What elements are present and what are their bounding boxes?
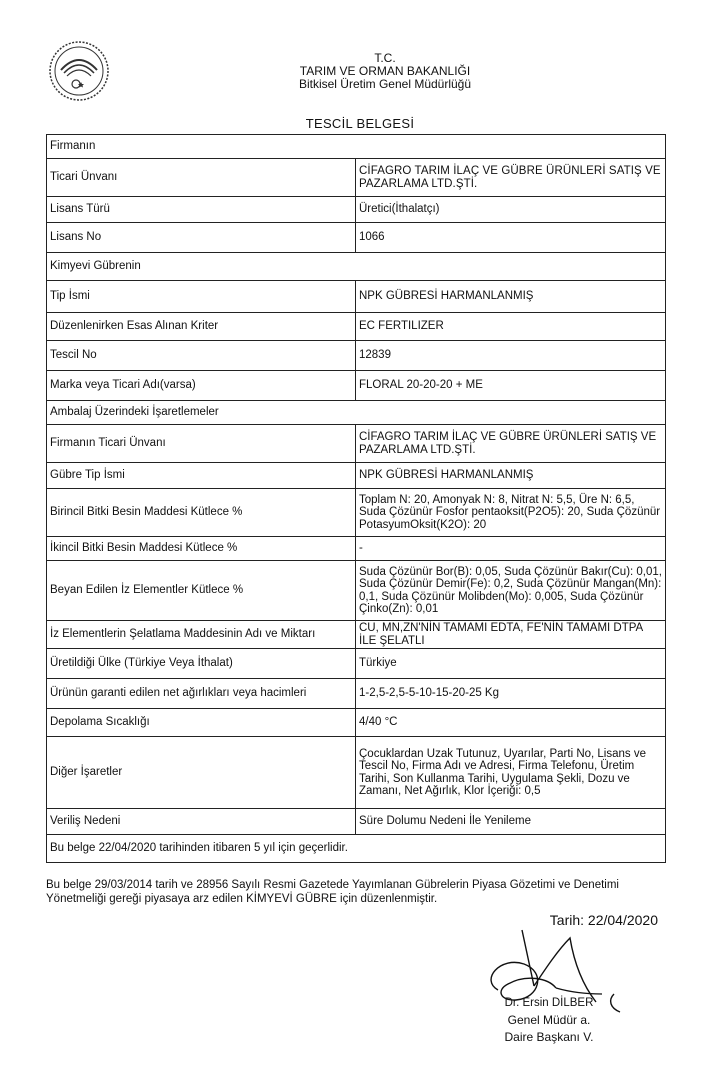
header-ministry: TARIM VE ORMAN BAKANLIĞI: [299, 64, 471, 78]
issue-date: Tarih: 22/04/2020: [549, 912, 658, 928]
row-value: Çocuklardan Uzak Tutunuz, Uyarılar, Parti No, Lisans ve Tescil No, Firma Adı ve Adresi, Firma Telefonu, Üretim Tarihi, Son Kullanma Tarihi, Uygulama Şekli, Dozu ve Zamanı, Net Ağırlık, Klor İçeriği: 0,5: [356, 737, 666, 809]
row-label: Tescil No: [47, 341, 356, 371]
row-label: Veriliş Nedeni: [47, 809, 356, 835]
row-value: NPK GÜBRESİ HARMANLANMIŞ: [356, 281, 666, 313]
header-country: T.C.: [374, 51, 396, 65]
header-directorate: Bitkisel Üretim Genel Müdürlüğü: [298, 77, 472, 91]
row-label: Üretildiği Ülke (Türkiye Veya İthalat): [47, 649, 356, 679]
document-header: [0, 52, 720, 91]
regulation-footnote: Bu belge 29/03/2014 tarih ve 28956 Sayılı Resmi Gazetede Yayımlanan Gübrelerin Piyasa Gözetimi ve Denetimi Yönetmeliği gereği piyasaya arz edilen KİMYEVİ GÜBRE için düzenlenmiştir.: [46, 879, 619, 905]
row-label: Beyan Edilen İz Elementler Kütlece %: [47, 561, 356, 621]
row-label: Tip İsmi: [47, 281, 356, 313]
row-value: -: [356, 537, 666, 561]
row-value: 1066: [356, 223, 666, 253]
registration-table: [46, 134, 666, 863]
row-label: Ürünün garanti edilen net ağırlıkları veya hacimleri: [47, 679, 356, 709]
row-label: Düzenlenirken Esas Alınan Kriter: [47, 313, 356, 341]
section-packaging: Ambalaj Üzerindeki İşaretlemeler: [47, 401, 666, 425]
row-value: 4/40 °C: [356, 709, 666, 737]
row-value: Suda Çözünür Bor(B): 0,05, Suda Çözünür Bakır(Cu): 0,01, Suda Çözünür Demir(Fe): 0,2, Suda Çözünür Mangan(Mn): 0,1, Suda Çözünür Molibden(Mo): 0,005, Suda Çözünür Çinko(Zn): 0,01: [356, 561, 666, 621]
signer-block: [494, 995, 604, 1046]
row-value: Üretici(İthalatçı): [356, 197, 666, 223]
row-label: İz Elementlerin Şelatlama Maddesinin Adı ve Miktarı: [47, 621, 356, 649]
document-title: TESCİL BELGESİ: [305, 116, 415, 131]
row-value: CU, MN,ZN'NİN TAMAMI EDTA, FE'NİN TAMAMI DTPA İLE ŞELATLI: [356, 621, 666, 649]
row-label: Diğer İşaretler: [47, 737, 356, 809]
row-label: Firmanın Ticari Ünvanı: [47, 425, 356, 463]
row-value: CİFAGRO TARIM İLAÇ VE GÜBRE ÜRÜNLERİ SATIŞ VE PAZARLAMA LTD.ŞTİ.: [356, 159, 666, 197]
section-fertilizer: Kimyevi Gübrenin: [47, 253, 666, 281]
row-value: NPK GÜBRESİ HARMANLANMIŞ: [356, 463, 666, 489]
row-value: CİFAGRO TARIM İLAÇ VE GÜBRE ÜRÜNLERİ SATIŞ VE PAZARLAMA LTD.ŞTİ.: [356, 425, 666, 463]
row-value: Türkiye: [356, 649, 666, 679]
row-label: İkincil Bitki Besin Maddesi Kütlece %: [47, 537, 356, 561]
row-value: 12839: [356, 341, 666, 371]
row-value: Toplam N: 20, Amonyak N: 8, Nitrat N: 5,5, Üre N: 6,5, Suda Çözünür Fosfor pentaoksit(P2O5): 20, Suda Çözünür PotasyumOksit(K2O): 20: [356, 489, 666, 537]
signer-title-2: Daire Başkanı V.: [504, 1030, 594, 1044]
row-label: Gübre Tip İsmi: [47, 463, 356, 489]
row-label: Depolama Sıcaklığı: [47, 709, 356, 737]
row-label: Lisans Türü: [47, 197, 356, 223]
row-value: FLORAL 20-20-20 + ME: [356, 371, 666, 401]
row-label: Ticari Ünvanı: [47, 159, 356, 197]
validity-note: Bu belge 22/04/2020 tarihinden itibaren 5 yıl için geçerlidir.: [47, 835, 666, 863]
signer-title-1: Genel Müdür a.: [507, 1013, 591, 1027]
signer-name: Dr. Ersin DİLBER: [504, 997, 594, 1009]
section-firm: Firmanın: [47, 135, 666, 159]
row-label: Lisans No: [47, 223, 356, 253]
row-value: 1-2,5-2,5-5-10-15-20-25 Kg: [356, 679, 666, 709]
row-label: Marka veya Ticari Adı(varsa): [47, 371, 356, 401]
row-value: EC FERTILIZER: [356, 313, 666, 341]
row-value: Süre Dolumu Nedeni İle Yenileme: [356, 809, 666, 835]
row-label: Birincil Bitki Besin Maddesi Kütlece %: [47, 489, 356, 537]
